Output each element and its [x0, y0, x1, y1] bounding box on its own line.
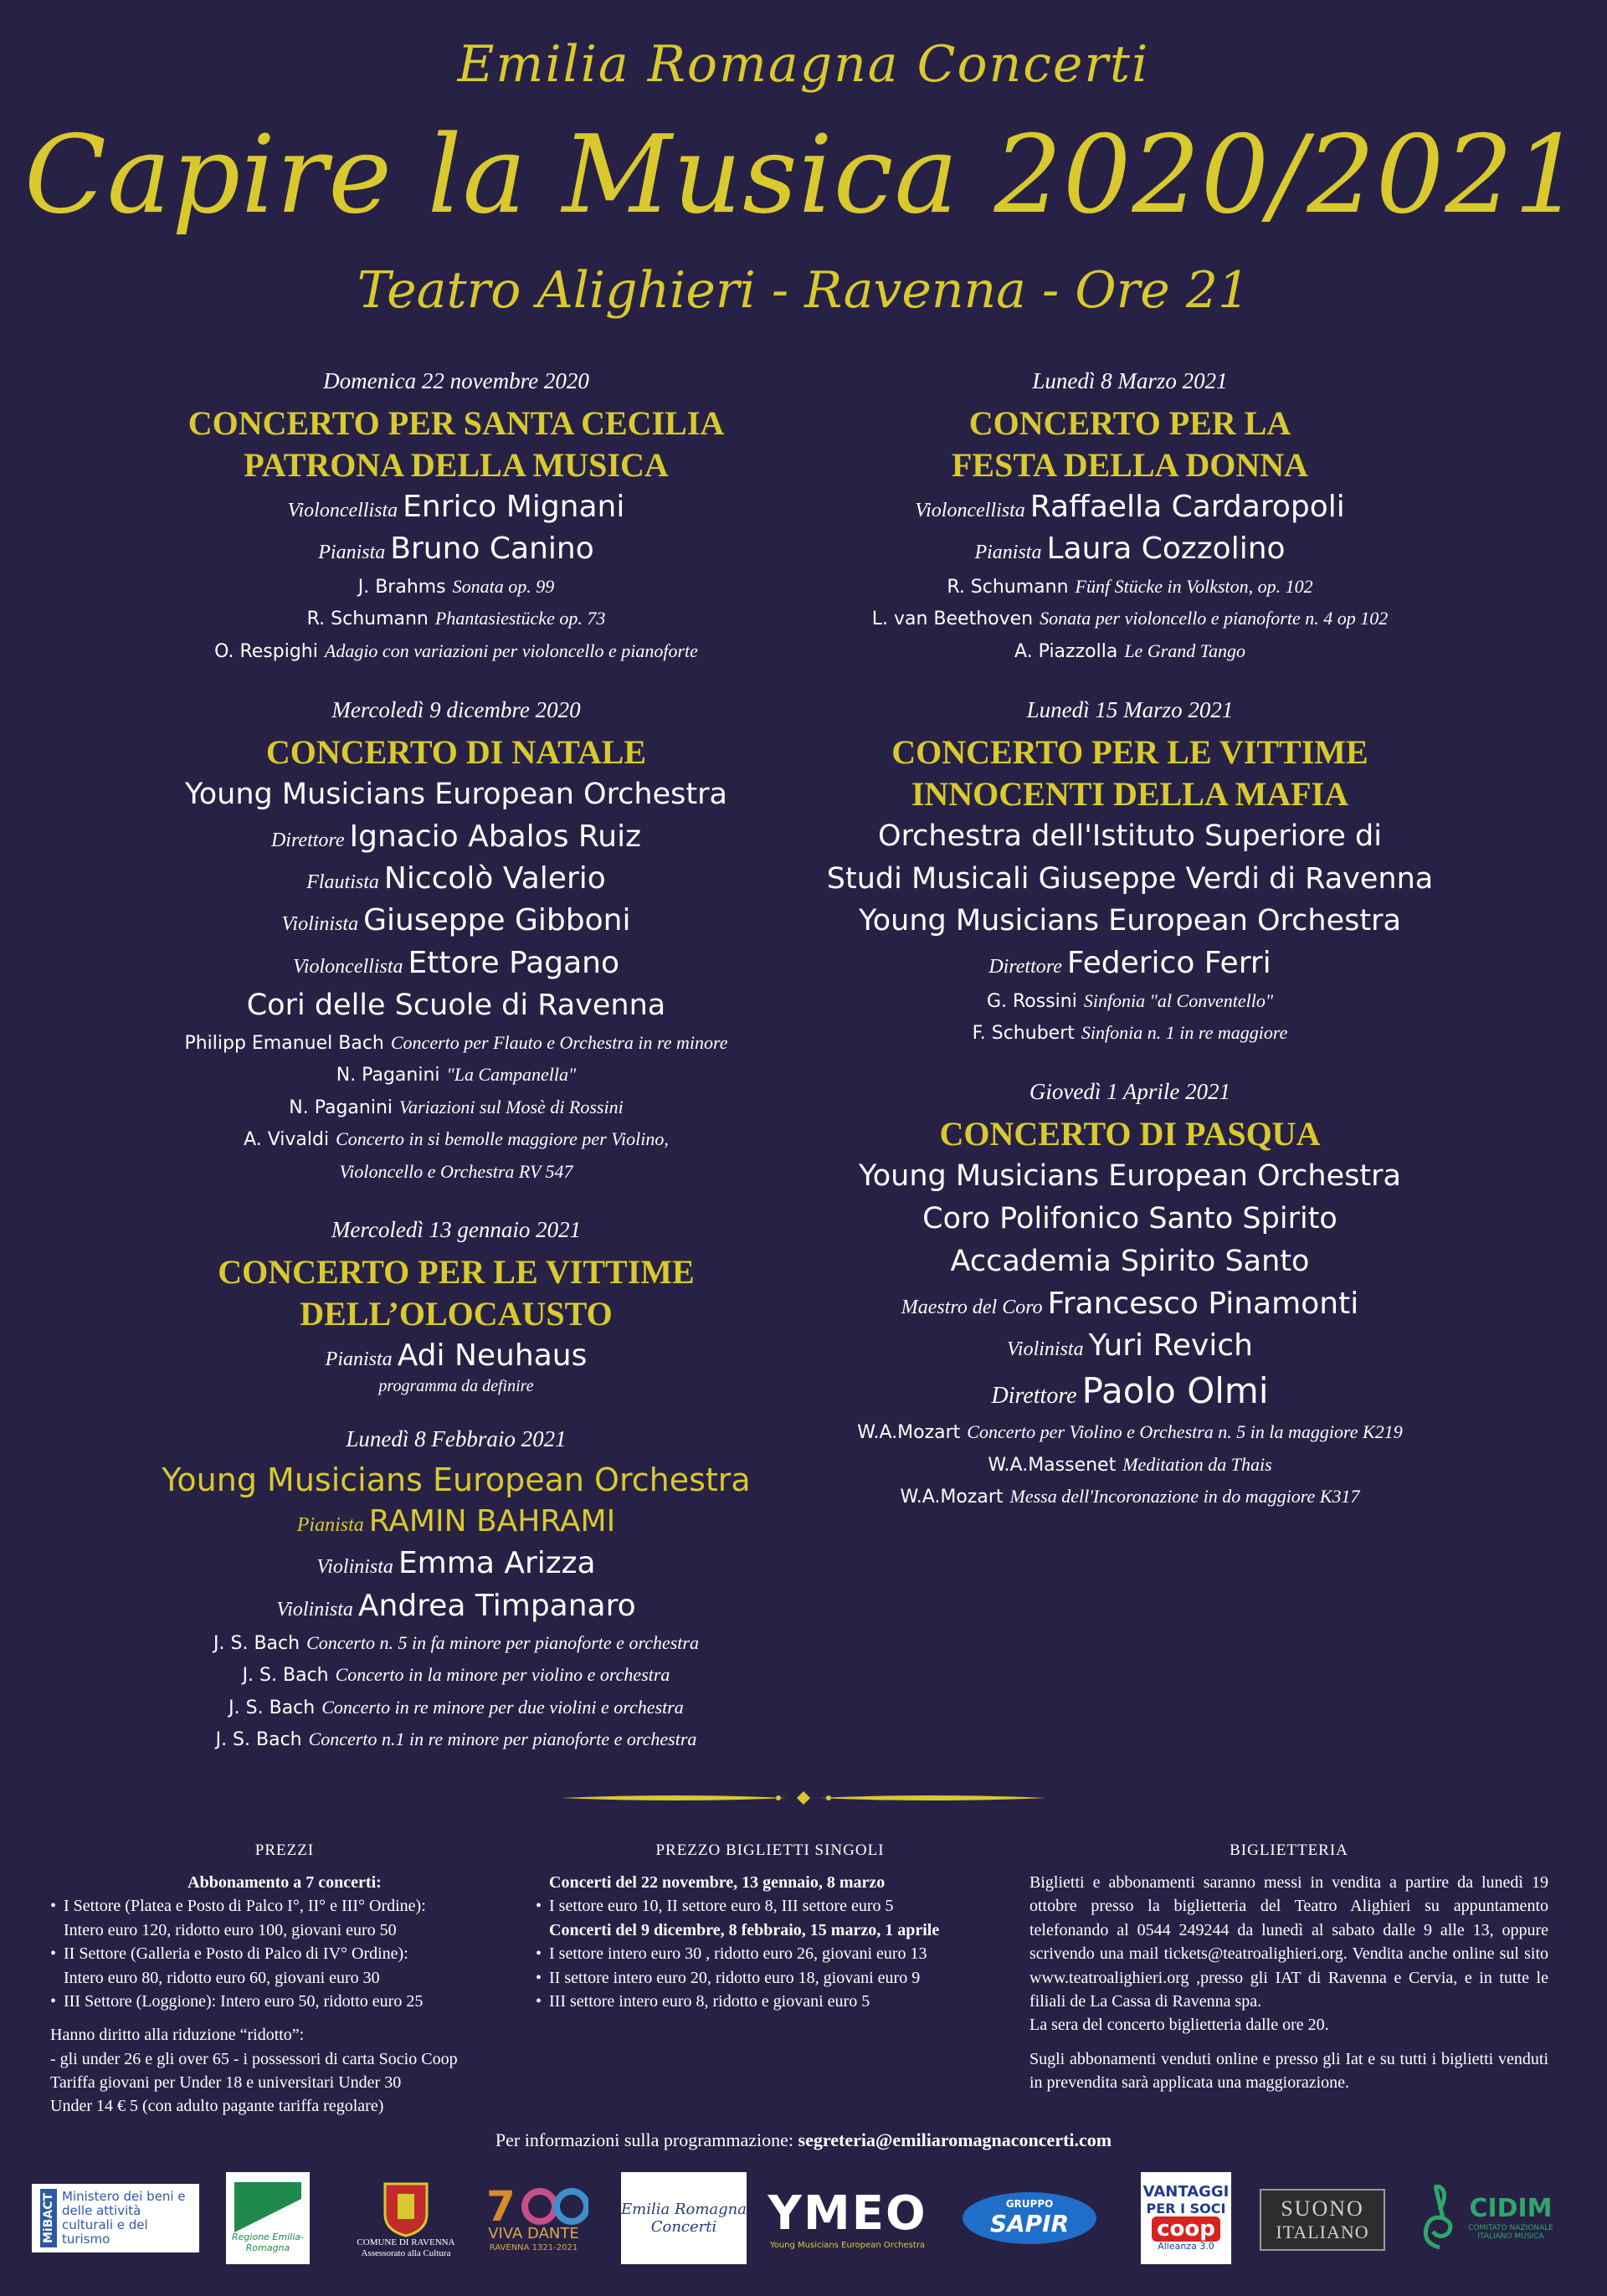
program-note: programma da definire — [378, 1377, 534, 1396]
single-tickets-section — [536, 1840, 1004, 2013]
program-item: O. Respighi Adagio con variazioni per violoncello e pianoforte — [214, 639, 698, 662]
concert-date: Domenica 22 novembre 2020 — [323, 368, 589, 393]
program-item: F. Schubert Sinfonia n. 1 in re maggiore — [972, 1021, 1288, 1044]
concert-title: Young Musicians European Orchestra — [162, 1461, 751, 1499]
featured-performer: Pianista RAMIN BAHRAMI — [296, 1503, 616, 1538]
concert-bach — [109, 1426, 804, 1755]
ensemble: Young Musicians European Orchestra — [185, 777, 727, 811]
concert-date: Mercoledì 9 dicembre 2020 — [331, 696, 581, 722]
prices-section — [50, 1840, 519, 2119]
program-list — [109, 1027, 804, 1187]
concert-date: Mercoledì 13 gennaio 2021 — [331, 1216, 582, 1242]
program-item: N. Paganini Variazioni sul Mosè di Rossini — [289, 1096, 624, 1118]
concert-date: Lunedì 15 Marzo 2021 — [1026, 696, 1234, 722]
ymeo-logo: YMEO Young Musicians European Orchestra — [768, 2186, 927, 2250]
comune-ravenna-logo: COMUNE DI RAVENNA Assessorato alla Cultura — [352, 2172, 460, 2264]
ensemble: Orchestra dell'Istituto Superiore di — [878, 819, 1382, 853]
concert-title: CONCERTO PER SANTA CECILIA PATRONA DELLA MUSICA — [187, 404, 725, 484]
program-item: J. S. Bach Concerto n. 5 in fa minore per pianoforte e orchestra — [213, 1632, 699, 1655]
contact-email[interactable]: segreteria@emiliaromagnaconcerti.com — [798, 2129, 1112, 2150]
concert-olocausto — [109, 1217, 804, 1396]
performer: Flautista Niccolò Valerio — [306, 861, 606, 896]
performer: Violinista Yuri Revich — [1007, 1328, 1253, 1364]
performer: Pianista Bruno Canino — [318, 532, 594, 567]
concert-festa-donna — [804, 368, 1456, 667]
list-item: • I settore euro 10, II settore euro 8, III settore euro 5 — [536, 1894, 1004, 1918]
program-item: N. Paganini "La Campanella" — [336, 1064, 577, 1086]
brand-title: Emilia Romagna Concerti — [457, 35, 1150, 94]
program-list — [109, 1627, 804, 1756]
program-item: W.A.Mozart Concerto per Violino e Orchestra n. 5 in la maggiore K219 — [857, 1421, 1403, 1444]
program-item: J. S. Bach Concerto in la minore per violino e orchestra — [242, 1664, 670, 1687]
concert-title: CONCERTO PER LE VITTIME INNOCENTI DELLA MAFIA — [891, 732, 1368, 813]
dante-700-icon — [480, 2184, 588, 2226]
suono-italiano-logo: SUONO ITALIANO — [1260, 2189, 1385, 2251]
treble-clef-icon — [1414, 2185, 1465, 2252]
performer: Pianista Adi Neuhaus — [325, 1338, 588, 1373]
program-item: R. Schumann Fünf Stücke in Volkston, op. 102 — [947, 575, 1313, 598]
list-item: • I settore intero euro 30 , ridotto euro 26, giovani euro 13 — [536, 1942, 1004, 1965]
performer: Violoncellista Enrico Mignani — [287, 490, 625, 524]
performer: Maestro del Coro Francesco Pinamonti — [901, 1286, 1359, 1321]
box-office-section — [1029, 1840, 1548, 2094]
program-item: A. Piazzolla Le Grand Tango — [1014, 639, 1245, 662]
season-title: Capire la Musica 2020/2021 — [23, 113, 1584, 238]
concert-title: CONCERTO PER LE VITTIME DELL’OLOCAUSTO — [218, 1252, 695, 1333]
coop-logo: VANTAGGI PER I SOCI coop Alleanza 3.0 — [1141, 2172, 1231, 2264]
list-item: • III Settore (Loggione): Intero euro 50, ridotto euro 25 — [50, 1990, 519, 2013]
sapir-logo: GRUPPO SAPIR — [963, 2172, 1096, 2264]
ensemble: Young Musicians European Orchestra — [859, 1159, 1401, 1194]
performer: Direttore Federico Ferri — [988, 946, 1271, 981]
concert-pasqua — [804, 1079, 1456, 1513]
performer: Violoncellista Ettore Pagano — [292, 945, 620, 980]
ensemble: Young Musicians European Orchestra — [859, 904, 1401, 938]
program-item-cont: Violoncello e Orchestra RV 547 — [339, 1160, 573, 1182]
box-office-text: Biglietti e abbonamenti saranno messi in vendita a partire da lunedì 19 ottobre presso la biglietteria del Teatro Alighieri su appuntamento telefonando al 0544 249244 da lunedì al sabato dalle 9 alle 13, oppure scrivendo una mail tickets@teatroalighieri.org. Vendita anche online sul sito www.teatroalighieri.org ,presso gli IAT di Ravenna e Cervia, e in tutte le filiali de La Cassa di Ravenna spa. — [1029, 1872, 1548, 2011]
viva-dante-logo: 7 VIVA DANTE RAVENNA 1321-2021 — [473, 2172, 594, 2264]
program-item: W.A.Mozart Messa dell'Incoronazione in do maggiore K317 — [900, 1485, 1360, 1508]
program-list — [109, 571, 804, 667]
subscription-list — [50, 1894, 519, 2013]
program-item: A. Vivaldi Concerto in si bemolle maggiore per Violino, — [244, 1128, 669, 1151]
concert-title: CONCERTO PER LA FESTA DELLA DONNA — [951, 404, 1308, 484]
subscription-title: Abbonamento a 7 concerti: — [187, 1872, 382, 1892]
performer: Violinista Andrea Timpanaro — [276, 1588, 636, 1623]
reduction-notes: Hanno diritto alla riduzione “ridotto”: - gli under 26 e gli over 65 - i possessori di carta Socio Coop Tariffa giovani per Under 18 e universitari Under 30 Under 14 € 5 (con adulto pagante tariffa regolare) — [50, 2026, 458, 2116]
concert-date: Lunedì 8 Marzo 2021 — [1032, 368, 1228, 393]
concert-date: Lunedì 8 Febbraio 2021 — [346, 1426, 567, 1452]
concert-title: CONCERTO DI NATALE — [265, 732, 647, 771]
program-list — [804, 571, 1456, 667]
regione-logo: Regione Emilia-Romagna — [226, 2172, 310, 2264]
program-item: J. S. Bach Concerto n.1 in re minore per pianoforte e orchestra — [215, 1728, 697, 1751]
ornament-divider-icon — [552, 1790, 1055, 1806]
svg-text:7: 7 — [485, 2183, 516, 2226]
ensemble: Accademia Spirito Santo — [950, 1244, 1310, 1278]
box-office-heading: BIGLIETTERIA — [1230, 1841, 1348, 1859]
ensemble: Coro Polifonico Santo Spirito — [922, 1202, 1337, 1236]
choir: Cori delle Scuole di Ravenna — [246, 989, 666, 1023]
mibact-logo: MiBACT Ministero dei beni e delle attività culturali e del turismo — [32, 2184, 199, 2252]
city-crest-icon — [381, 2177, 431, 2237]
program-item: L. van Beethoven Sonata per violoncello e pianoforte n. 4 op 102 — [871, 608, 1389, 630]
performer: Direttore Paolo Olmi — [991, 1370, 1269, 1412]
group-title: Concerti del 22 novembre, 13 gennaio, 8 marzo — [549, 1872, 886, 1892]
list-item: • III settore intero euro 8, ridotto e giovani euro 5 — [536, 1990, 1004, 2013]
performer: Pianista Laura Cozzolino — [974, 532, 1286, 567]
left-column — [109, 368, 804, 1786]
performer: Direttore Ignacio Abalos Ruiz — [270, 819, 642, 854]
erc-logo: Emilia Romagna Concerti — [621, 2172, 747, 2264]
contact-line: Per informazioni sulla programmazione: segreteria@emiliaromagnaconcerti.com — [495, 2129, 1112, 2150]
list-item: • II settore intero euro 20, ridotto euro 18, giovani euro 9 — [536, 1966, 1004, 1990]
program-list — [804, 985, 1456, 1050]
program-item: R. Schumann Phantasiestücke op. 73 — [306, 608, 606, 630]
list-item: • I Settore (Platea e Posto di Palco I°, II° e III° Ordine): Intero euro 120, ridotto euro 100, giovani euro 50 — [50, 1894, 519, 1942]
program-item: J. Brahms Sonata op. 99 — [357, 575, 555, 598]
program-item: Philipp Emanuel Bach Concerto per Flauto e Orchestra in re minore — [184, 1032, 728, 1055]
concert-santa-cecilia — [109, 368, 804, 667]
ensemble: Studi Musicali Giuseppe Verdi di Ravenna — [826, 861, 1434, 896]
box-office-surcharge: Sugli abbonamenti venduti online e presso gli Iat e su tutti i biglietti venduti in prevendita sarà applicata una maggiorazione. — [1029, 2049, 1548, 2093]
cidim-logo: CIDIM COMITATO NAZIONALE ITALIANO MUSICA — [1410, 2172, 1561, 2264]
concert-mafia — [804, 697, 1456, 1049]
program-item: W.A.Massenet Meditation da Thais — [988, 1453, 1272, 1476]
performer: Violoncellista Raffaella Cardaropoli — [915, 490, 1345, 524]
regione-emblem-icon — [234, 2182, 301, 2232]
program-list — [804, 1416, 1456, 1513]
list-item: • II Settore (Galleria e Posto di Palco di IV° Ordine): Intero euro 80, ridotto euro 60, giovani euro 30 — [50, 1942, 519, 1990]
program-item: J. S. Bach Concerto in re minore per due violini e orchestra — [228, 1696, 684, 1718]
concert-title: CONCERTO DI PASQUA — [939, 1115, 1321, 1153]
right-column — [804, 368, 1456, 1543]
performer: Violinista Giuseppe Gibboni — [281, 903, 631, 938]
concert-natale — [109, 697, 804, 1187]
concert-date: Giovedì 1 Aprile 2021 — [1029, 1079, 1231, 1105]
sponsor-logos — [0, 2172, 1607, 2273]
prices-heading: PREZZI — [254, 1841, 315, 1859]
box-office-evening: La sera del concerto biglietteria dalle ore 20. — [1029, 2016, 1329, 2035]
program-item: G. Rossini Sinfonia "al Conventello" — [986, 989, 1274, 1012]
venue-subtitle: Teatro Alighieri - Ravenna - Ore 21 — [357, 261, 1250, 320]
performer: Violinista Emma Arizza — [316, 1546, 596, 1581]
group-title: Concerti del 9 dicembre, 8 febbraio, 15 marzo, 1 aprile — [549, 1920, 940, 1939]
single-tickets-heading: PREZZO BIGLIETTI SINGOLI — [655, 1841, 885, 1859]
